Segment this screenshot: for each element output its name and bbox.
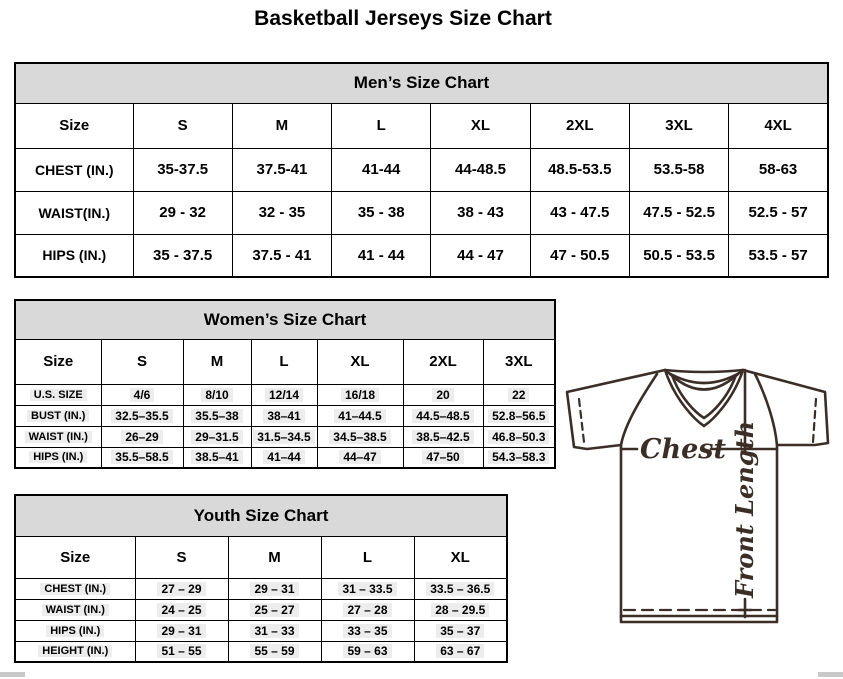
header-cell: 2XL: [530, 103, 629, 148]
table-caption-row: [15, 63, 828, 103]
row-label: WAIST (IN.): [15, 426, 101, 447]
table-row-chest: [15, 578, 507, 599]
size-cell: 38 - 43: [431, 191, 530, 234]
size-cell: 35 - 37.5: [133, 234, 232, 277]
size-cell: 16/18: [317, 384, 403, 405]
womens-size-chart-table: [14, 299, 556, 469]
size-cell: 59 – 63: [321, 641, 414, 662]
size-cell: 33.5 – 36.5: [414, 578, 507, 599]
size-cell: 20: [403, 384, 483, 405]
table-row-waist: [15, 599, 507, 620]
size-cell: 47 - 50.5: [530, 234, 629, 277]
size-cell: 26–29: [101, 426, 183, 447]
size-cell: 47–50: [403, 447, 483, 468]
size-cell: 52.5 - 57: [729, 191, 828, 234]
header-cell: XL: [431, 103, 530, 148]
size-cell: 8/10: [183, 384, 251, 405]
header-cell: L: [332, 103, 431, 148]
table-header-row: [15, 103, 828, 148]
youth-size-chart-table: [14, 494, 508, 663]
table-row-waist: [15, 426, 555, 447]
header-cell: 2XL: [403, 339, 483, 384]
row-label: BUST (IN.): [15, 405, 101, 426]
size-cell: 53.5-58: [629, 148, 728, 191]
size-cell: 4/6: [101, 384, 183, 405]
size-cell: 44.5–48.5: [403, 405, 483, 426]
size-cell: 33 – 35: [321, 620, 414, 641]
size-cell: 38–41: [251, 405, 317, 426]
header-cell: XL: [317, 339, 403, 384]
header-cell: S: [135, 536, 228, 578]
size-cell: 35.5–58.5: [101, 447, 183, 468]
header-cell: 3XL: [483, 339, 555, 384]
scrollbar-right-button[interactable]: [818, 672, 843, 677]
size-cell: 51 – 55: [135, 641, 228, 662]
header-cell-size: Size: [15, 339, 101, 384]
size-cell: 41-44: [332, 148, 431, 191]
size-cell: 44 - 47: [431, 234, 530, 277]
size-cell: 37.5 - 41: [232, 234, 331, 277]
table-row-hips: [15, 447, 555, 468]
size-cell: 32.5–35.5: [101, 405, 183, 426]
size-cell: 27 – 28: [321, 599, 414, 620]
size-cell: 29 – 31: [228, 578, 321, 599]
header-cell-size: Size: [15, 103, 133, 148]
table-row-hips: [15, 234, 828, 277]
jersey-collar-top: [665, 370, 743, 372]
table-caption-row: [15, 495, 507, 536]
row-label: CHEST (IN.): [15, 578, 135, 599]
size-cell: 55 – 59: [228, 641, 321, 662]
size-cell: 53.5 - 57: [729, 234, 828, 277]
header-cell: 4XL: [729, 103, 828, 148]
size-cell: 44-48.5: [431, 148, 530, 191]
mens-size-chart-table: [14, 62, 829, 278]
header-cell: M: [228, 536, 321, 578]
size-cell: 35.5–38: [183, 405, 251, 426]
size-cell: 46.8–50.3: [483, 426, 555, 447]
size-cell: 29 - 32: [133, 191, 232, 234]
header-cell: XL: [414, 536, 507, 578]
size-cell: 28 – 29.5: [414, 599, 507, 620]
size-cell: 48.5-53.5: [530, 148, 629, 191]
header-cell: L: [321, 536, 414, 578]
size-cell: 31 – 33: [228, 620, 321, 641]
cuff-stitch-left-icon: [579, 399, 584, 442]
row-label: HEIGHT (IN.): [15, 641, 135, 662]
row-label: CHEST (IN.): [15, 148, 133, 191]
size-cell: 38.5–41: [183, 447, 251, 468]
size-cell: 29 – 31: [135, 620, 228, 641]
size-cell: 43 - 47.5: [530, 191, 629, 234]
jersey-outline: [567, 370, 828, 622]
header-cell: L: [251, 339, 317, 384]
size-cell: 50.5 - 53.5: [629, 234, 728, 277]
jersey-measurement-diagram: [557, 352, 843, 640]
table-row-bust: [15, 405, 555, 426]
table-header-row: [15, 339, 555, 384]
size-cell: 41–44: [251, 447, 317, 468]
size-cell: 63 – 67: [414, 641, 507, 662]
size-cell: 32 - 35: [232, 191, 331, 234]
size-cell: 58-63: [729, 148, 828, 191]
scrollbar-left-button[interactable]: [0, 672, 25, 677]
size-cell: 52.8–56.5: [483, 405, 555, 426]
row-label: WAIST (IN.): [15, 599, 135, 620]
table-header-row: [15, 536, 507, 578]
header-cell-size: Size: [15, 536, 135, 578]
size-cell: 31.5–34.5: [251, 426, 317, 447]
size-cell: 38.5–42.5: [403, 426, 483, 447]
table-row-hips: [15, 620, 507, 641]
youth-table-caption: Youth Size Chart: [15, 495, 507, 536]
page-title: Basketball Jerseys Size Chart: [254, 7, 552, 30]
size-cell: 12/14: [251, 384, 317, 405]
size-cell: 41 - 44: [332, 234, 431, 277]
size-cell: 47.5 - 52.5: [629, 191, 728, 234]
header-cell: 3XL: [629, 103, 728, 148]
table-row-chest: [15, 148, 828, 191]
table-row-waist: [15, 191, 828, 234]
row-label: WAIST(IN.): [15, 191, 133, 234]
size-cell: 41–44.5: [317, 405, 403, 426]
size-cell: 54.3–58.3: [483, 447, 555, 468]
header-cell: M: [183, 339, 251, 384]
row-label: HIPS (IN.): [15, 447, 101, 468]
size-cell: 35 - 38: [332, 191, 431, 234]
size-cell: 34.5–38.5: [317, 426, 403, 447]
header-cell: M: [232, 103, 331, 148]
size-cell: 25 – 27: [228, 599, 321, 620]
size-cell: 31 – 33.5: [321, 578, 414, 599]
size-cell: 37.5-41: [232, 148, 331, 191]
row-label: HIPS (IN.): [15, 234, 133, 277]
size-cell: 29–31.5: [183, 426, 251, 447]
table-row-height: [15, 641, 507, 662]
front-length-label: Front Length: [730, 420, 759, 598]
row-label: HIPS (IN.): [15, 620, 135, 641]
chest-label: Chest: [640, 434, 726, 465]
size-cell: 22: [483, 384, 555, 405]
header-cell: S: [133, 103, 232, 148]
womens-table-caption: Women’s Size Chart: [15, 300, 555, 339]
table-row-us-size: [15, 384, 555, 405]
header-cell: S: [101, 339, 183, 384]
mens-table-caption: Men’s Size Chart: [15, 63, 828, 103]
row-label: U.S. SIZE: [15, 384, 101, 405]
size-cell: 27 – 29: [135, 578, 228, 599]
size-cell: 35 – 37: [414, 620, 507, 641]
cuff-stitch-right-icon: [813, 399, 816, 442]
size-cell: 35-37.5: [133, 148, 232, 191]
size-cell: 24 – 25: [135, 599, 228, 620]
table-caption-row: [15, 300, 555, 339]
size-cell: 44–47: [317, 447, 403, 468]
